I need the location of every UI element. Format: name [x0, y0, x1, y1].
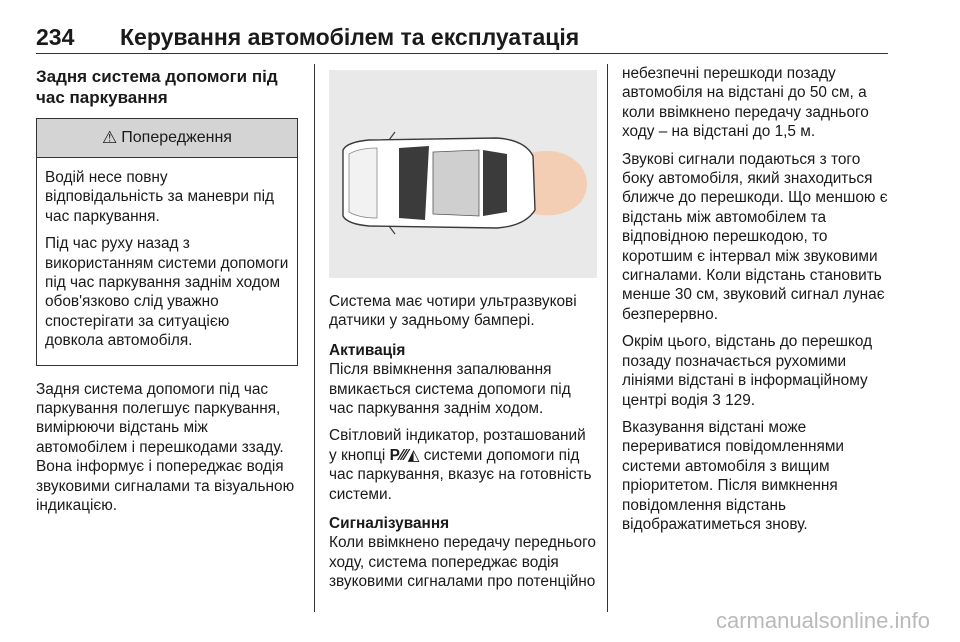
body-paragraph: небезпечні перешкоди позаду автомобіля на відстані до 50 см, а коли ввімкнено передачу заднього ходу – на відстані до 1,5 м.: [622, 65, 869, 141]
indicator-text-after: системи допомоги під час паркування, вказує на готовність системи.: [329, 446, 592, 503]
figure-caption: Система має чотири ультразвукові датчики у задньому бампері.: [329, 293, 577, 330]
signal-heading: Сигналізування: [329, 515, 450, 533]
column-right: [622, 64, 892, 542]
activation-heading: Активація: [329, 341, 406, 359]
warning-paragraph: Водій несе повну відповідальність за маневри під час паркування.: [45, 169, 274, 225]
indicator-text-before: Світловий індикатор, розташований у кнопці: [329, 427, 586, 464]
page-number: 234: [36, 24, 75, 50]
body-paragraph: Задня система допомоги під час паркування полегшує паркування, вимірюючи відстань між автомобілем і перешкодами ззаду. Вона інформує і попереджає водія звуковими сигналами та візуальною індикацією.: [36, 380, 295, 515]
body-paragraph: Вказування відстані може перериватися повідомленнями системи автомобіля з вищим пріоритетом. Після вимкнення повідомлення відстань відображатиметься знову.: [622, 418, 845, 533]
chapter-title: Керування автомобілем та експлуатація: [120, 24, 580, 50]
warning-paragraph: Під час руху назад з використанням системи допомоги під час паркування заднім ходом обов'язково слід уважно спостерігати за ситуацією довкола автомобіля.: [45, 235, 289, 350]
warning-box: [36, 118, 298, 366]
paragraph-text: Окрім цього, відстань до перешкод позаду позначається рухомими лініями відстані в інформаційному центрі водія: [622, 333, 873, 409]
watermark: carmanualsonline.info: [715, 608, 930, 633]
warning-body: [37, 158, 297, 365]
parking-sensor-figure: [329, 70, 597, 278]
car-top-view-illustration: [329, 70, 597, 278]
body-paragraph: [622, 332, 892, 410]
column-divider-right: [607, 64, 608, 612]
parking-assist-icon: P⁄⁄⁄◭: [389, 446, 420, 464]
warning-header: [37, 119, 297, 158]
signal-text: Коли ввімкнено передачу переднього ходу, система попереджає водія звуковими сигналами про потенційно: [329, 534, 596, 591]
column-middle: [329, 64, 597, 600]
column-left: [36, 64, 298, 524]
column-divider-left: [314, 64, 315, 612]
car-body-shape: [343, 132, 535, 234]
body-paragraph: Звукові сигнали подаються з того боку автомобіля, який знаходиться ближче до перешкоди. Що меншою є відстань між автомобілем та відповідною перешкодою, то коротшим є інтервал між звуковими сигналами. Коли відстань становить менше 30 см, звуковий сигнал лунає безперервно.: [622, 150, 888, 323]
section-title: Задня система допомоги під час паркування: [36, 67, 278, 107]
header-divider: [36, 53, 888, 54]
page-header: [36, 24, 888, 54]
warning-triangle-icon: ⚠: [102, 128, 118, 148]
page-reference-link[interactable]: 3 129.: [712, 391, 756, 409]
activation-text: Після ввімкнення запалювання вмикається система допомоги під час паркування заднім ходом.: [329, 361, 571, 418]
indicator-paragraph: [329, 426, 597, 504]
warning-title: Попередження: [121, 129, 232, 147]
sensor-zone-shape: [527, 151, 587, 215]
